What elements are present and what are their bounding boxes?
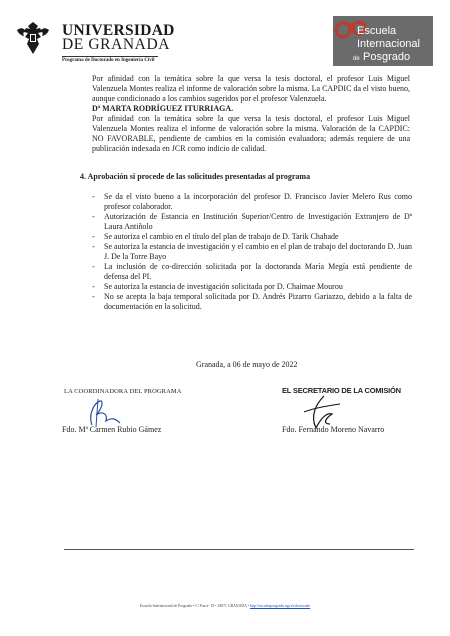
logo-word-3: Posgrado [363,51,411,63]
coordinator-title: LA COORDINADORA DEL PROGRAMA [64,388,182,395]
university-name-line2: DE GRANADA [62,36,171,53]
footer-address: Escuela Internacional de Posgrado • C/ Paz nº 18 • 18071 GRANADA • [139,604,249,608]
logo-word-2: Internacional [357,38,420,50]
program-name: Programa de Doctorado en Ingeniería Civil [62,58,155,63]
list-item: - No se acepta la baja temporal solicitada por D. Andrés Pizarro Gariazzo, debido a la falta de documentación en la solicitud. [92,292,412,312]
approvals-list [92,192,412,312]
list-item: - Se da el visto bueno a la incorporación del profesor D. Francisco Javier Melero Rus como profesor colaborador. [92,192,412,212]
list-item: - Se autoriza el cambio en el título del plan de trabajo de D. Tarik Chahade [92,232,412,242]
footer [0,604,450,608]
list-item: - La inclusión de co-dirección solicitada por la doctoranda María Megía está pendiente de defensa del PI. [92,262,412,282]
list-item: - Se autoriza la estancia de investigación y el cambio en el plan de trabajo del doctorando D. Juan J. De la Torre Bayo [92,242,412,262]
list-item: - Autorización de Estancia en Institución Superior/Centro de Investigación Extranjero de Dª Laura Antiñolo [92,212,412,232]
university-crest-icon [14,20,52,56]
coordinator-signature-name: Fdo. Mª Carmen Rubio Gámez [62,425,162,434]
logo-word-prefix: de [353,56,360,62]
list-item: - Se autoriza la estancia de investigación solicitada por D. Chaimae Mourou [92,282,412,292]
secretary-signature-name: Fdo. Fernando Moreno Navarro [282,425,385,434]
document-date: Granada, a 06 de mayo de 2022 [196,360,298,369]
paragraph-valuation-1: Por afinidad con la temática sobre la que versa la tesis doctoral, el profesor Luis Miguel Valenzuela Montes realiza el informe de valoración sobre la misma. La CAPDIC da el visto bueno, aunque condicionado a los cambios sugeridos por el profesor Valenzuela. [92,74,410,103]
paragraph-valuation-2: Por afinidad con la temática sobre la que versa la tesis doctoral, el profesor Luis Miguel Valenzuela Montes realiza el informe de valoración sobre la misma. Valoración de la CAPDIC: NO FAVORABLE, pendiente de cambios en la comisión evaluadora; además requiere de una publicación indexada en JCR como indicio de calidad. [92,114,410,153]
coordinator-signature-icon [78,395,124,429]
header-divider [62,56,158,57]
footer-link[interactable]: http://escuelaposgrado.ugr.es/doctorado [249,604,311,608]
section-4-heading: 4. Aprobación si procede de las solicitudes presentadas al programa [80,172,311,181]
secretary-title: EL SECRETARIO DE LA COMISIÓN [282,386,401,395]
escuela-posgrado-logo [333,16,433,66]
footer-divider [64,549,414,550]
candidate-name: Dª MARTA RODRÍGUEZ ITURRIAGA. [92,104,234,113]
university-name-line1: UNIVERSIDAD [62,22,175,39]
minutes-body [92,74,410,154]
logo-word-1: Escuela [357,25,397,37]
